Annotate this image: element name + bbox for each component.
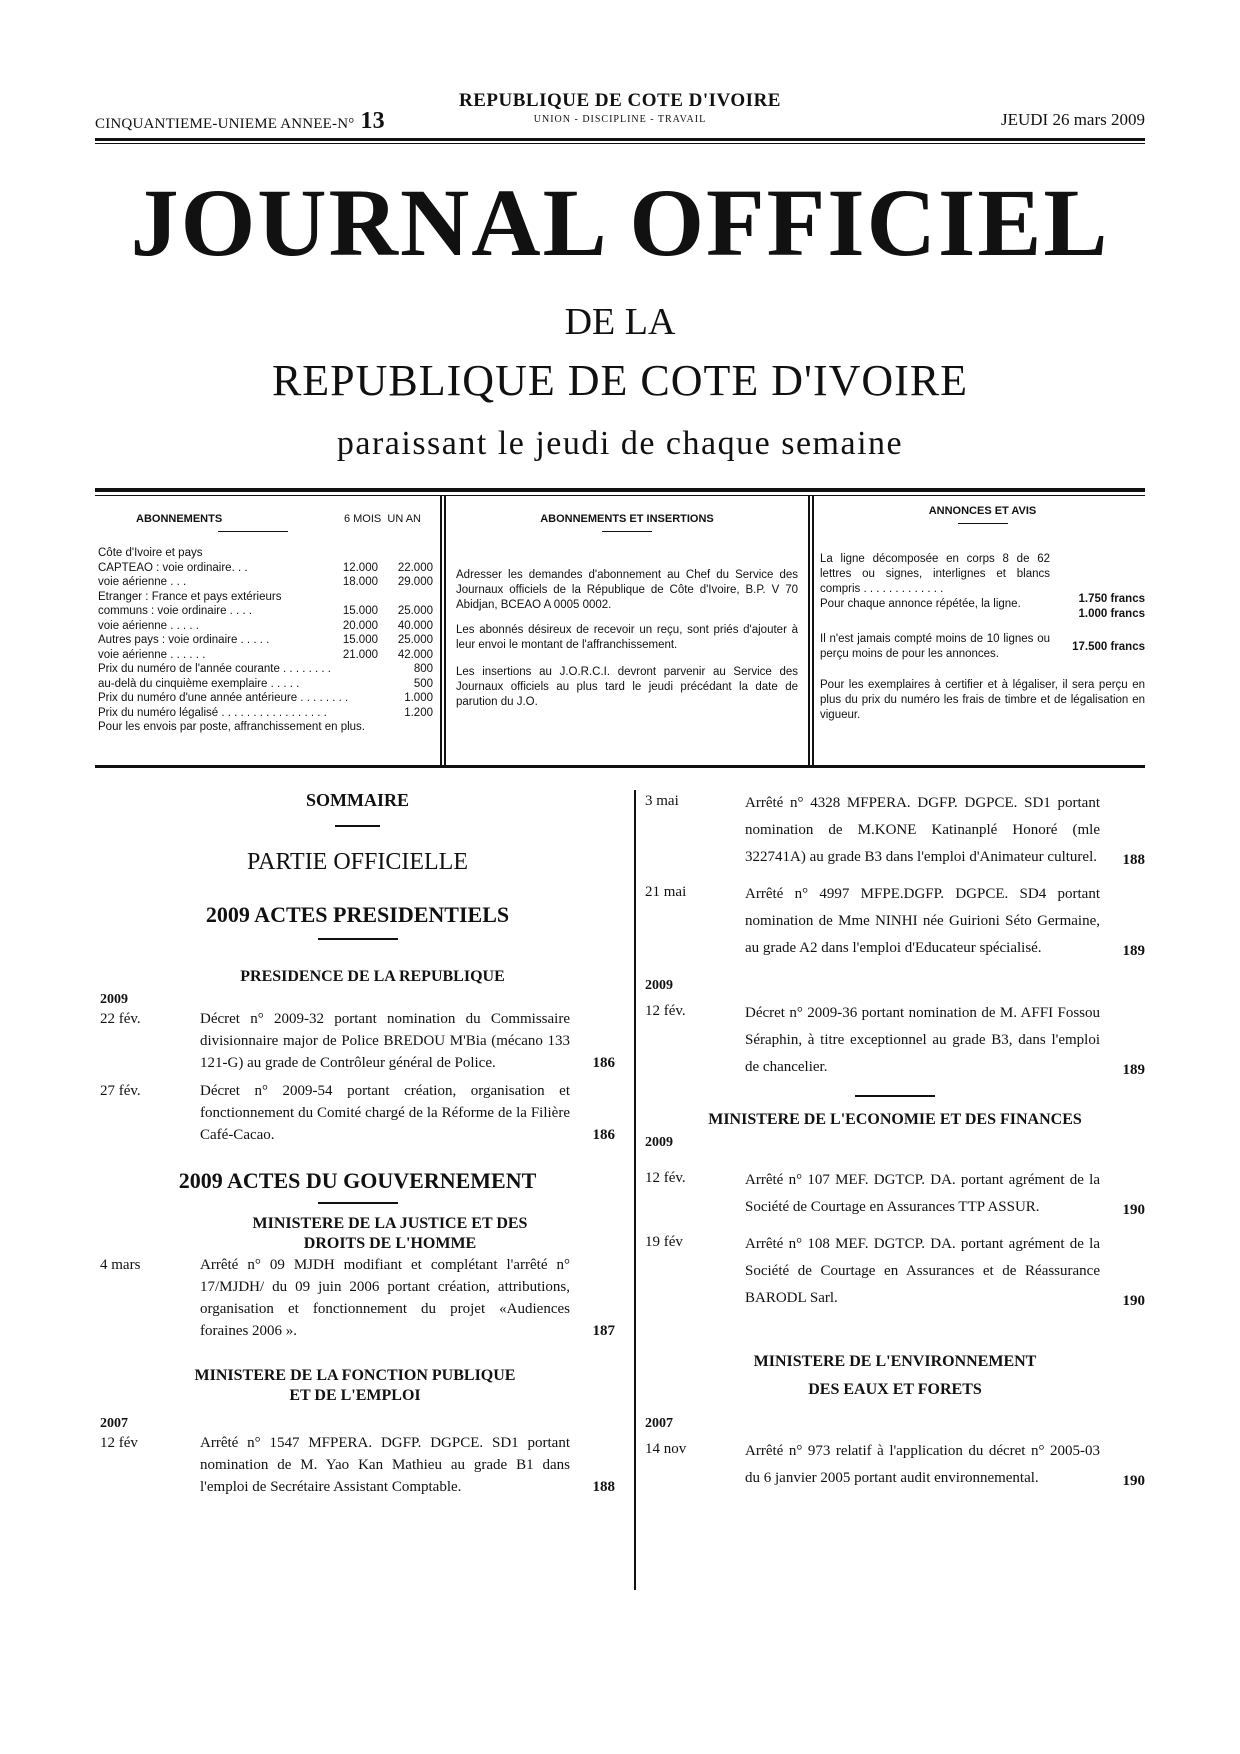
annonces-minimum: Il n'est jamais compté moins de 10 lignes ou perçu moins de pour les annonces.	[820, 633, 1050, 660]
subscription-6mois-value	[331, 662, 382, 677]
subscription-label: voie aérienne . . .	[98, 576, 187, 588]
subscription-row	[98, 590, 433, 605]
header-motto: UNION - DISCIPLINE - TRAVAIL	[533, 114, 707, 125]
entry-text: Arrêté n° 108 MEF. DGTCP. DA. portant agrément de la Société de Courtage en Assurances et de Réassurance BARODL Sarl.	[745, 1236, 1100, 1306]
journal-title: JOURNAL OFFICIEL	[130, 169, 1110, 276]
annonces-repeat: Pour chaque annonce répétée, la ligne.	[820, 598, 1021, 610]
annonces-repeat-value: 1.000 francs	[1078, 608, 1145, 620]
subscription-label: Pour les envois par poste, affranchissement en plus.	[98, 721, 365, 733]
box-top-rule	[95, 488, 1145, 492]
sommaire-entry	[100, 1432, 615, 1498]
subscription-row	[98, 619, 433, 634]
subscription-row	[98, 691, 433, 706]
entry-page: 187	[592, 1323, 615, 1339]
issue-date: JEUDI 26 mars 2009	[1000, 110, 1145, 129]
header-rule-thin	[95, 143, 1145, 144]
subscription-row	[98, 662, 433, 677]
box-divider-2b	[812, 496, 814, 766]
entry-date: 22 fév.	[100, 1011, 141, 1027]
sommaire-title: SOMMAIRE	[306, 790, 409, 810]
subscription-label: communs : voie ordinaire . . . .	[98, 605, 253, 617]
entry-date: 12 fév.	[645, 1170, 686, 1186]
entry-page: 186	[592, 1127, 615, 1143]
entry-date: 21 mai	[645, 884, 687, 900]
entry-text: Arrêté n° 4997 MFPE.DGFP. DGPCE. SD4 portant nomination de Mme NINHI née Guirioni Séto Germaine, au grade A2 dans l'emploi d'Educateur spécialisé.	[745, 886, 1100, 956]
ministere-justice-heading: MINISTERE DE LA JUSTICE ET DES DROITS DE L'HOMME	[252, 1215, 528, 1252]
masthead-de-la: DE LA	[564, 301, 676, 343]
ministere-economie-heading: MINISTERE DE L'ECONOMIE ET DES FINANCES	[708, 1111, 1082, 1128]
subscription-6mois-value: 12.000	[342, 561, 378, 574]
sommaire-left-column	[100, 790, 615, 1498]
year-heading: 2009	[645, 978, 673, 993]
annonces-line-rate: La ligne décomposée en corps 8 de 62 lettres ou signes, interlignes et blancs compris . . . . . . . . . . . . .	[820, 553, 1050, 595]
actes-presidentiels-heading: 2009 ACTES PRESIDENTIELS	[205, 902, 510, 927]
header-country: REPUBLIQUE DE COTE D'IVOIRE	[459, 90, 781, 111]
entry-date: 19 fév	[645, 1234, 683, 1250]
sommaire-entry	[100, 1008, 615, 1074]
entry-text: Décret n° 2009-54 portant création, organisation et fonctionnement du Comité chargé de la Réforme de la Filière Café-Cacao.	[200, 1083, 570, 1143]
presidence-heading: PRESIDENCE DE LA REPUBLIQUE	[240, 968, 505, 985]
sommaire-entry	[100, 1254, 615, 1342]
entry-date: 27 fév.	[100, 1083, 141, 1099]
entry-text: Arrêté n° 973 relatif à l'application du décret n° 2005-03 du 6 janvier 2005 portant audit environnemental.	[745, 1443, 1100, 1486]
col-6mois: 6 MOIS	[343, 513, 382, 525]
subscription-row	[98, 633, 433, 648]
subscription-1an-value: 42.000	[397, 648, 433, 661]
annonces-box	[820, 503, 1145, 765]
subscription-1an-value	[378, 590, 433, 605]
entry-text: Arrêté n° 4328 MFPERA. DGFP. DGPCE. SD1 portant nomination de M.KONE Katinanplé Honoré (mle 322741A) au grade B3 dans l'emploi d'Animateur culturel.	[745, 795, 1100, 865]
entry-text: Décret n° 2009-32 portant nomination du Commissaire divisionnaire major de Police BREDOU M'Bia (mécano 133 121-G) au grade de Contrôleur général de Police.	[200, 1011, 570, 1071]
subscription-1an-value: 22.000	[397, 561, 433, 574]
entry-text: Arrêté n° 1547 MFPERA. DGFP. DGPCE. SD1 portant nomination de M. Yao Kan Mathieu au grade B1 dans l'emploi de Secrétaire Assistant Comptable.	[200, 1435, 570, 1495]
sommaire-entry	[645, 1438, 1145, 1492]
entry-date: 4 mars	[100, 1257, 141, 1273]
sommaire-entry	[645, 1000, 1145, 1081]
subscription-6mois-value: 15.000	[342, 634, 378, 646]
subscription-1an-value	[378, 546, 433, 561]
subscription-row	[98, 706, 433, 721]
header-rule	[95, 138, 1145, 141]
edition-text: CINQUANTIEME-UNIEME ANNEE-N°	[95, 116, 355, 132]
subscription-6mois-value	[348, 691, 390, 706]
annonces-minimum-value: 17.500 francs	[1072, 641, 1145, 653]
subscriptions-heading: ABONNEMENTS	[136, 513, 223, 525]
insertions-deadline: Les insertions au J.O.R.C.I. devront parvenir au Service des Journaux officiels au plus tard le jeudi précédant la date de parution du J.O.	[456, 666, 798, 708]
subscription-1an-value: 25.000	[397, 605, 433, 617]
entry-text: Décret n° 2009-36 portant nomination de M. AFFI Fossou Séraphin, à titre exceptionnel au grade B3, dans l'emploi de chancelier.	[745, 1005, 1100, 1075]
subscription-6mois-value: 18.000	[342, 576, 378, 588]
entry-date: 14 nov	[645, 1441, 687, 1457]
insertions-box	[452, 503, 802, 765]
masthead-subtitle: paraissant le jeudi de chaque semaine	[336, 425, 904, 462]
subscription-label: Côte d'Ivoire et pays	[98, 547, 203, 559]
subscription-label: Autres pays : voie ordinaire . . . . .	[98, 634, 270, 646]
subscription-row	[98, 677, 433, 692]
subscription-6mois-value	[323, 677, 378, 692]
sommaire-entry	[645, 881, 1145, 962]
entry-date: 12 fév	[100, 1435, 138, 1451]
masthead-republic: REPUBLIQUE DE COTE D'IVOIRE	[271, 356, 969, 405]
year-heading: 2007	[100, 1416, 128, 1431]
entry-page: 188	[1122, 852, 1145, 868]
entry-page: 186	[592, 1055, 615, 1071]
sommaire-entry	[645, 790, 1145, 871]
year-heading: 2009	[100, 992, 128, 1007]
sommaire-column-divider	[634, 790, 636, 1590]
box-top-rule-thin	[95, 495, 1145, 496]
entry-page: 189	[1122, 1062, 1145, 1078]
subscription-1an-value: 40.000	[397, 619, 433, 632]
subscription-6mois-value: 21.000	[342, 648, 378, 661]
subscription-label: Prix du numéro d'une année antérieure . . . . . . . .	[98, 692, 349, 704]
entry-text: Arrêté n° 107 MEF. DGTCP. DA. portant agrément de la Société de Courtage en Assurances TTP ASSUR.	[745, 1172, 1100, 1215]
subscription-6mois-value	[327, 706, 380, 721]
actes-gouvernement-heading: 2009 ACTES DU GOUVERNEMENT	[178, 1168, 537, 1193]
year-heading: 2007	[645, 1416, 673, 1431]
subscription-1an-value	[399, 720, 433, 735]
insertions-receipt: Les abonnés désireux de recevoir un reçu, sont priés d'ajouter à leur envoi le montant de l'affranchissement.	[456, 624, 798, 651]
subscription-label: Etranger : France et pays extérieurs	[98, 590, 282, 603]
col-1an: UN AN	[387, 513, 421, 525]
subscription-1an-value: 25.000	[397, 634, 433, 646]
subscription-row	[98, 546, 433, 561]
subscription-1an-value: 500	[413, 677, 433, 690]
subscription-1an-value: 29.000	[397, 576, 433, 588]
annonces-heading: ANNONCES ET AVIS	[928, 505, 1037, 517]
subscription-label: CAPTEAO : voie ordinaire. . .	[98, 561, 248, 574]
edition-number: 13	[360, 108, 385, 134]
partie-officielle: PARTIE OFFICIELLE	[246, 849, 468, 875]
entry-date: 3 mai	[645, 793, 679, 809]
sommaire-entry	[645, 1231, 1145, 1312]
subscription-row	[98, 648, 433, 663]
subscription-row	[98, 561, 433, 576]
entry-date: 12 fév.	[645, 1003, 686, 1019]
subscriptions-table	[98, 546, 433, 735]
subscription-row	[98, 720, 433, 735]
entry-page: 189	[1122, 943, 1145, 959]
sommaire-right-column	[645, 790, 1145, 1492]
sommaire-entry	[100, 1080, 615, 1146]
subscription-1an-value: 1.000	[404, 692, 433, 704]
subscription-label: voie aérienne . . . . .	[98, 619, 200, 632]
sommaire-entry	[645, 1167, 1145, 1221]
subscription-label: Prix du numéro de l'année courante . . . . . . . .	[98, 663, 331, 675]
insertions-heading: ABONNEMENTS ET INSERTIONS	[540, 513, 714, 525]
annonces-line-rate-value: 1.750 francs	[1078, 593, 1145, 605]
entry-page: 190	[1122, 1202, 1145, 1218]
entry-page: 190	[1122, 1293, 1145, 1309]
subscription-1an-value: 1.200	[404, 706, 433, 719]
insertions-address: Adresser les demandes d'abonnement au Chef du Service des Journaux officiels de la République de Côte d'Ivoire, B.P. V 70 Abidjan, BCEAO A 0005 0002.	[456, 569, 798, 611]
subscription-6mois-value	[365, 720, 399, 735]
subscription-6mois-value: 15.000	[342, 605, 378, 617]
box-divider-2	[808, 496, 810, 766]
subscription-6mois-value	[323, 590, 378, 605]
subscription-label: au-delà du cinquième exemplaire . . . . .	[98, 677, 300, 690]
subscription-label: voie aérienne . . . . . .	[98, 648, 206, 661]
subscription-row	[98, 575, 433, 590]
box-divider-1	[440, 496, 442, 766]
entry-page: 188	[592, 1479, 615, 1495]
box-divider-1b	[444, 496, 446, 766]
ministere-environnement-heading: MINISTERE DE L'ENVIRONNEMENT DES EAUX ET FORETS	[753, 1353, 1037, 1398]
subscription-row	[98, 604, 433, 619]
entry-page: 190	[1122, 1473, 1145, 1489]
subscription-6mois-value	[323, 546, 378, 561]
annonces-legalisation: Pour les exemplaires à certifier et à légaliser, il sera perçu en plus du prix du numéro les frais de timbre et de légalisation en vigueur.	[820, 679, 1145, 721]
subscription-label: Prix du numéro légalisé . . . . . . . . . . . . . . . . .	[98, 706, 327, 719]
entry-text: Arrêté n° 09 MJDH modifiant et complétant l'arrêté n° 17/MJDH/ du 09 juin 2006 portant création, attributions, organisation et fonctionnement du projet «Audiences foraines 2006 ».	[200, 1257, 570, 1339]
subscriptions-box	[98, 503, 433, 765]
year-heading: 2009	[645, 1135, 673, 1150]
box-bottom-rule	[95, 765, 1145, 768]
ministere-fonction-publique-heading: MINISTERE DE LA FONCTION PUBLIQUE ET DE L'EMPLOI	[194, 1367, 516, 1404]
subscription-6mois-value: 20.000	[342, 619, 378, 632]
subscription-1an-value: 800	[413, 663, 433, 675]
